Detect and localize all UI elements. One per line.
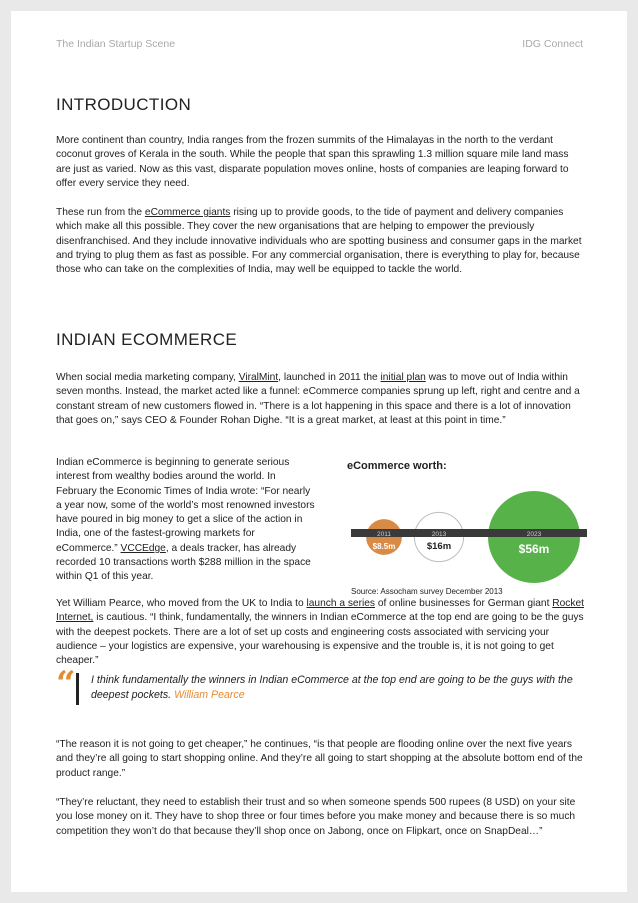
chart-year-label: 2023 [526, 531, 542, 538]
ecommerce-paragraph-1: When social media marketing company, ViralMint, launched in 2011 the initial plan was to move out of India within seven months. Instead, the market acted like a funnel: eCommerce companies sprung up left, right and centre and a constant stream of new customers flowed in. “There is a lot happening in this space and there is a lot of innovation that goes on,” says CEO & Founder Rohan Dighe. “It is a great market, at least at this point in time.” [56, 372, 580, 426]
running-header-left: The Indian Startup Scene [56, 38, 176, 50]
intro-paragraph-1: More continent than country, India ranges from the frozen summits of the Himalayas in the north to the verdant coconut groves of Kerala in the south. While the people that span this sprawling 1.3 million square mile land mass are just as varied. Now as this vast, disparate population moves online, hosts of companies are leaping forward to offer every service they need. [56, 135, 569, 189]
intro-paragraph-2: These run from the eCommerce giants rising up to provide goods, to the tide of payment and delivery companies which make all this possible. They cover the new organisations that are helping to empower the previously disenfranchised. And they include innovative individuals who are spotting business and consumer gaps in the market and trying to plug them as fast as possible. For any commercial organisation, there is everything to play for, because those who can take on the complexities of India, may well be equipped to tackle the world. [56, 207, 582, 276]
ecommerce-giants-link[interactable]: eCommerce giants [144, 207, 231, 218]
pull-quote [56, 664, 596, 726]
initial-plan-link[interactable]: initial plan [380, 372, 426, 383]
chart-value-label: $16m [426, 541, 452, 552]
quote-author: William Pearce [174, 689, 245, 701]
document-page [11, 11, 627, 892]
chart-title: eCommerce worth: [347, 460, 447, 472]
heading-indian-ecommerce: INDIAN ECOMMERCE [56, 330, 238, 349]
chart-year-label: 2011 [377, 531, 391, 538]
vccedge-link[interactable]: VCCEdge [120, 542, 166, 554]
heading-introduction: INTRODUCTION [56, 95, 192, 114]
running-header-right: IDG Connect [522, 38, 583, 50]
quote-mark-icon: “ [56, 664, 76, 704]
chart-year-label: 2013 [431, 531, 447, 538]
ecommerce-paragraph-2: Indian eCommerce is beginning to generate serious interest from wealthy bodies around the world. In February the Economic Times of India wrote: “For nearly a year now, some of the world’s most renowned investors have poured in big money to get a slice of the action in India, one of the fastest-growing markets for eCommerce.” VCCEdge, a deals tracker, has already recorded 10 transactions worth $288 million in the space within Q1 of this year. [56, 457, 315, 583]
closing-paragraph-1: “The reason it is not going to get cheaper,” he continues, “is that people are flooding online over the next five years and they’re all going to start shopping online. And they’re all going to start shopping at the absolute bottom end of the product range.” [56, 739, 583, 779]
quote-text: I think fundamentally the winners in Indian eCommerce at the top end are going to be the guys with the deepest pockets. William Pearce [91, 674, 573, 701]
rocket-internet-link[interactable]: Rocket Internet, [56, 598, 584, 624]
chart-value-label: $56m [518, 542, 550, 556]
ecommerce-worth-chart [337, 451, 587, 601]
closing-paragraph-2: “They’re reluctant, they need to establish their trust and so when someone spends 500 rupees (8 USD) on your site you lose money on it. They have to shop three or four times before you make money and because there is so much competition they won’t do that because they’ll shop once on Jabong, once on Flipkart, once on SnapDeal…” [56, 797, 576, 837]
chart-value-label: $8.5m [372, 542, 396, 551]
viralmint-link[interactable]: ViralMint [238, 372, 279, 383]
chart-source: Source: Assocham survey December 2013 [351, 587, 503, 596]
launch-a-series-link[interactable]: launch a series [306, 598, 375, 609]
ecommerce-paragraph-3: Yet William Pearce, who moved from the UK to India to launch a series of online businesses for German giant Rocket Internet, is cautious. “I think, fundamentally, the winners in Indian eCommerce at the top end are going to be the guys with the deepest pockets. There are a lot of set up costs and engineering costs associated with servicing your audience – your logistics are expensive, your warehousing is expensive and the trouble is, it is not going to get cheaper.” [56, 598, 584, 667]
quote-bar [76, 673, 79, 705]
chart-marks [351, 491, 587, 583]
